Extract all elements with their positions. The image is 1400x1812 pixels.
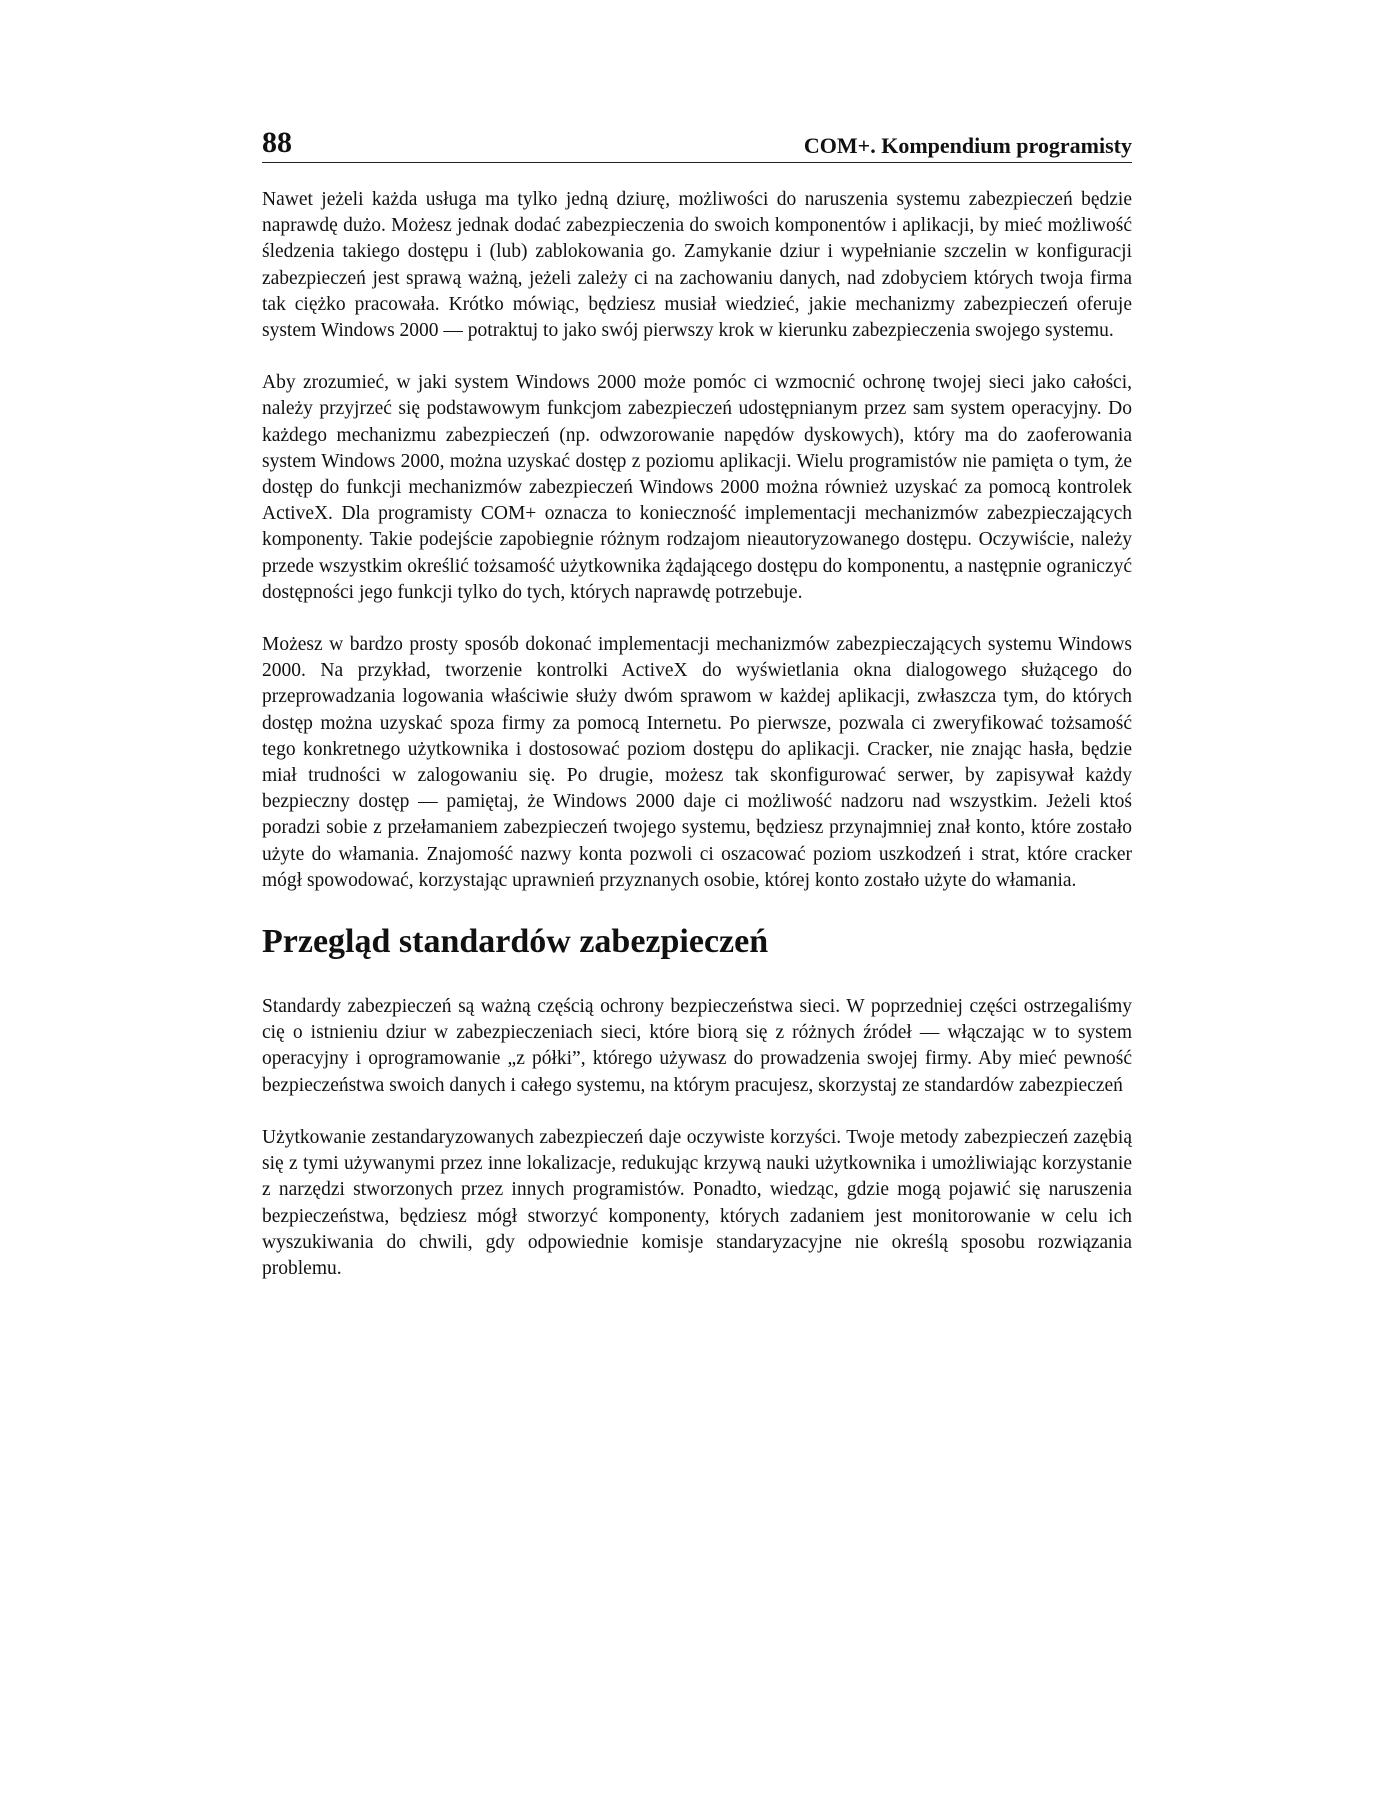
running-title: COM+. Kompendium programisty <box>803 133 1132 158</box>
paragraph-1: Nawet jeżeli każda usługa ma tylko jedną dziurę, możliwości do naruszenia systemu zabezpieczeń będzie naprawdę dużo. Możesz jednak dodać zabezpieczenia do swoich komponentów i aplikacji, by mieć możliwość śledzenia takiego dostępu i (lub) zablokowania go. Zamykanie dziur i wypełnianie szczelin w konfiguracji zabezpieczeń jest sprawą ważną, jeżeli zależy ci na zachowaniu danych, nad zdobyciem których twoja firma tak ciężko pracowała. Krótko mówiąc, będziesz musiał wiedzieć, jakie mechanizmy zabezpieczeń oferuje system Windows 2000 — potraktuj to jako swój pierwszy krok w kierunku zabezpieczenia swojego systemu. <box>262 189 1132 342</box>
book-page <box>262 118 1132 1308</box>
section-paragraph-2: Użytkowanie zestandaryzowanych zabezpieczeń daje oczywiste korzyści. Twoje metody zabezpieczeń zazębią się z tymi używanymi przez inne lokalizacje, redukując krzywą nauki użytkownika i umożliwiając korzystanie z narzędzi stworzonych przez innych programistów. Ponadto, wiedząc, gdzie mogą pojawić się naruszenia bezpieczeństwa, będziesz mógł stworzyć komponenty, których zadaniem jest monitorowanie w celu ich wyszukiwania do chwili, gdy odpowiednie komisje standaryzacyjne nie określą sposobu rozwiązania problemu. <box>262 1126 1132 1279</box>
page-content <box>262 187 1132 1282</box>
section-paragraph-1: Standardy zabezpieczeń są ważną częścią ochrony bezpieczeństwa sieci. W poprzedniej części ostrzegaliśmy cię o istnieniu dziur w zabezpieczeniach sieci, które biorą się z różnych źródeł — włączając w to system operacyjny i oprogramowanie „z półki”, którego używasz do prowadzenia swojej firmy. Aby mieć pewność bezpieczeństwa swoich danych i całego systemu, na którym pracujesz, skorzystaj ze standardów zabezpieczeń <box>262 996 1132 1096</box>
paragraph-3: Możesz w bardzo prosty sposób dokonać implementacji mechanizmów zabezpieczających systemu Windows 2000. Na przykład, tworzenie kontrolki ActiveX do wyświetlania okna dialogowego służącego do przeprowadzania logowania właściwie służy dwóm sprawom w każdej aplikacji, zwłaszcza tym, do których dostęp można uzyskać spoza firmy za pomocą Internetu. Po pierwsze, pozwala ci zweryfikować tożsamość tego konkretnego użytkownika i dostosować poziom dostępu do aplikacji. Cracker, nie znając hasła, będzie miał trudności w zalogowaniu się. Po drugie, możesz tak skonfigurować serwer, by zapisywał każdy bezpieczny dostęp — pamiętaj, że Windows 2000 daje ci możliwość nadzoru nad wszystkim. Jeżeli ktoś poradzi sobie z przełamaniem zabezpieczeń twojego systemu, będziesz przynajmniej znał konto, które zostało użyte do włamania. Znajomość nazwy konta pozwoli ci oszacować poziom uszkodzeń i strat, które cracker mógł spowodować, korzystając uprawnień przyznanych osobie, której konto zostało użyte do włamania. <box>262 634 1132 891</box>
section-heading: Przegląd standardów zabezpieczeń <box>262 923 769 961</box>
paragraph-2: Aby zrozumieć, w jaki system Windows 2000 może pomóc ci wzmocnić ochronę twojej sieci jako całości, należy przyjrzeć się podstawowym funkcjom zabezpieczeń udostępnianym przez sam system operacyjny. Do każdego mechanizmu zabezpieczeń (np. odwzorowanie napędów dyskowych), który ma do zaoferowania system Windows 2000, można uzyskać dostęp z poziomu aplikacji. Wielu programistów nie pamięta o tym, że dostęp do funkcji mechanizmów zabezpieczeń Windows 2000 można również uzyskać za pomocą kontrolek ActiveX. Dla programisty COM+ oznacza to konieczność implementacji mechanizmów zabezpieczających komponenty. Takie podejście zapobiegnie różnym rodzajom nieautoryzowanego dostępu. Oczywiście, należy przede wszystkim określić tożsamość użytkownika żądającego dostępu do komponentu, a następnie ograniczyć dostępności jego funkcji tylko do tych, których naprawdę potrzebuje. <box>262 372 1132 603</box>
page-header <box>262 118 1132 163</box>
page-number: 88 <box>262 126 292 159</box>
